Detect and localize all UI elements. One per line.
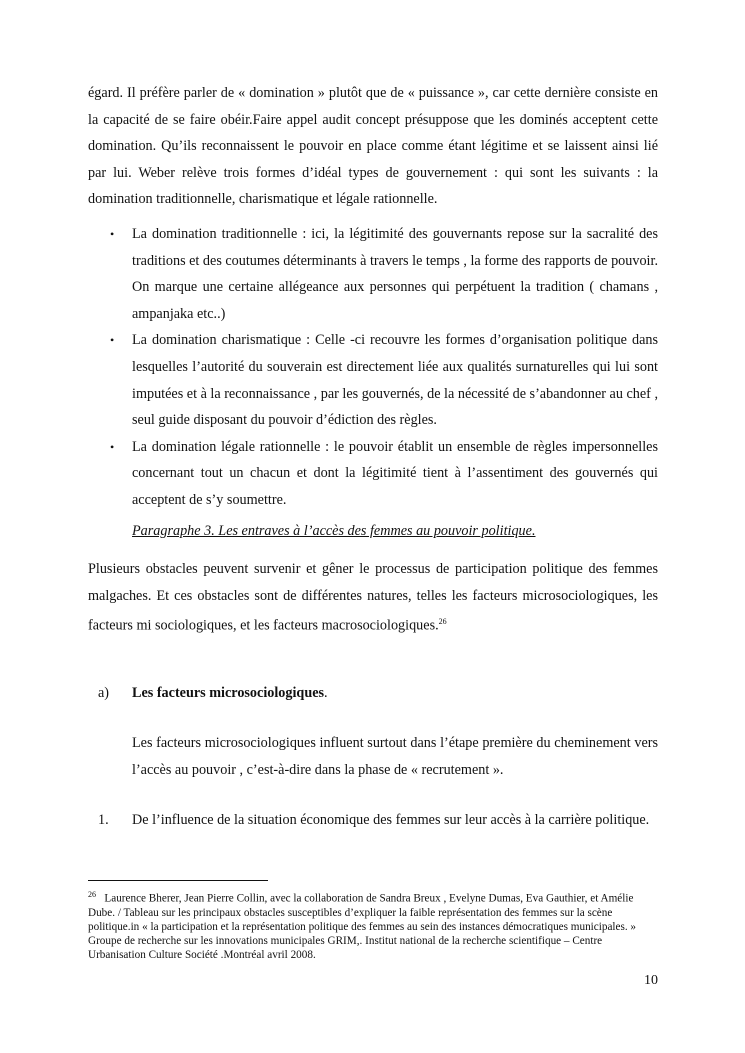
footnote-reference[interactable]: 26 [438,617,447,627]
bullet-icon: • [110,226,115,241]
section-heading: Paragraphe 3. Les entraves à l’accès des femmes au pouvoir politique. [132,522,536,539]
domination-types-list [88,221,658,514]
subsection-a-heading [88,680,658,707]
bullet-text: La domination légale rationnelle : le pouvoir établit un ensemble de règles impersonnelles concernant tout un chacun et dont la légitimité tient à l’assentiment des gouvernés qui acceptent de s’y soumettre. [132,438,658,508]
numbered-item [88,807,658,834]
list-item [88,434,658,514]
footnote-number: 26 [88,890,96,899]
obstacles-text: Plusieurs obstacles peuvent survenir et gêner le processus de participation politique des femmes malgaches. Et ces obstacles sont de différentes natures, telles les facteurs microsociologiques, les facteurs mi sociologiques, et les facteurs macrosociologiques. [88,561,658,635]
subsection-title-suffix: . [324,684,328,701]
bullet-text: La domination traditionnelle : ici, la légitimité des gouvernants repose sur la sacralité des traditions et des coutumes déterminants à travers le temps , la forme des rapports de pouvoir. On marque une certaine allégeance aux personnes qui perpétuent la tradition ( chamans , ampanjaka etc..) [132,225,658,322]
bullet-text: La domination charismatique : Celle -ci recouvre les formes d’organisation politique dans lesquelles l’autorité du souverain est directement liée aux qualités surnaturelles qui lui sont imputées et à la reconnaissance , par les gouvernés, de la nécessité de s’abandonner au chef , seul guide disposant du pouvoir d’édiction des règles. [132,332,658,429]
bullet-icon: • [110,333,115,348]
subsection-title: Les facteurs microsociologiques [132,684,325,701]
footnote-divider [88,880,268,881]
numbered-item-text: De l’influence de la situation économique des femmes sur leur accès à la carrière politique. [132,812,650,829]
page-number: 10 [644,973,658,988]
subsection-a-body: Les facteurs microsociologiques influent surtout dans l’étape première du cheminement vers l’accès au pouvoir , c’est-à-dire dans la phase de « recrutement ». [132,735,658,778]
numbered-item-marker: 1. [98,812,109,829]
footnote [88,888,658,962]
list-item [88,221,658,327]
subsection-marker: a) [98,684,110,701]
bullet-icon: • [110,439,115,454]
obstacles-paragraph [88,556,658,640]
intro-paragraph: égard. Il préfère parler de « domination » plutôt que de « puissance », car cette dernière consiste en la capacité de se faire obéir.Faire appel audit concept présuppose que les dominés acceptent cette domination. Qu’ils reconnaissent le pouvoir en place comme étant légitime et se laissent ainsi lié par lui. Weber relève trois formes d’idéal types de gouvernement : qui sont les suivants : la domination traditionnelle, charismatique et légale rationnelle. [88,85,658,208]
footnote-text: Laurence Bherer, Jean Pierre Collin, avec la collaboration de Sandra Breux , Evelyne Dumas, Eva Gauthier, et Amélie Dube. / Tableau sur les principaux obstacles susceptibles d’expliquer la faible représentation des femmes sur la scène politique.in « la participation et la représentation politique des femmes au sein des instances démocratiques municipales. » Groupe de recherche sur les innovations municipales GRIM,. Institut national de la recherche scientifique – Centre Urbanisation Culture Société .Montréal avril 2008. [88,892,637,961]
list-item [88,327,658,433]
document-body [88,80,658,834]
